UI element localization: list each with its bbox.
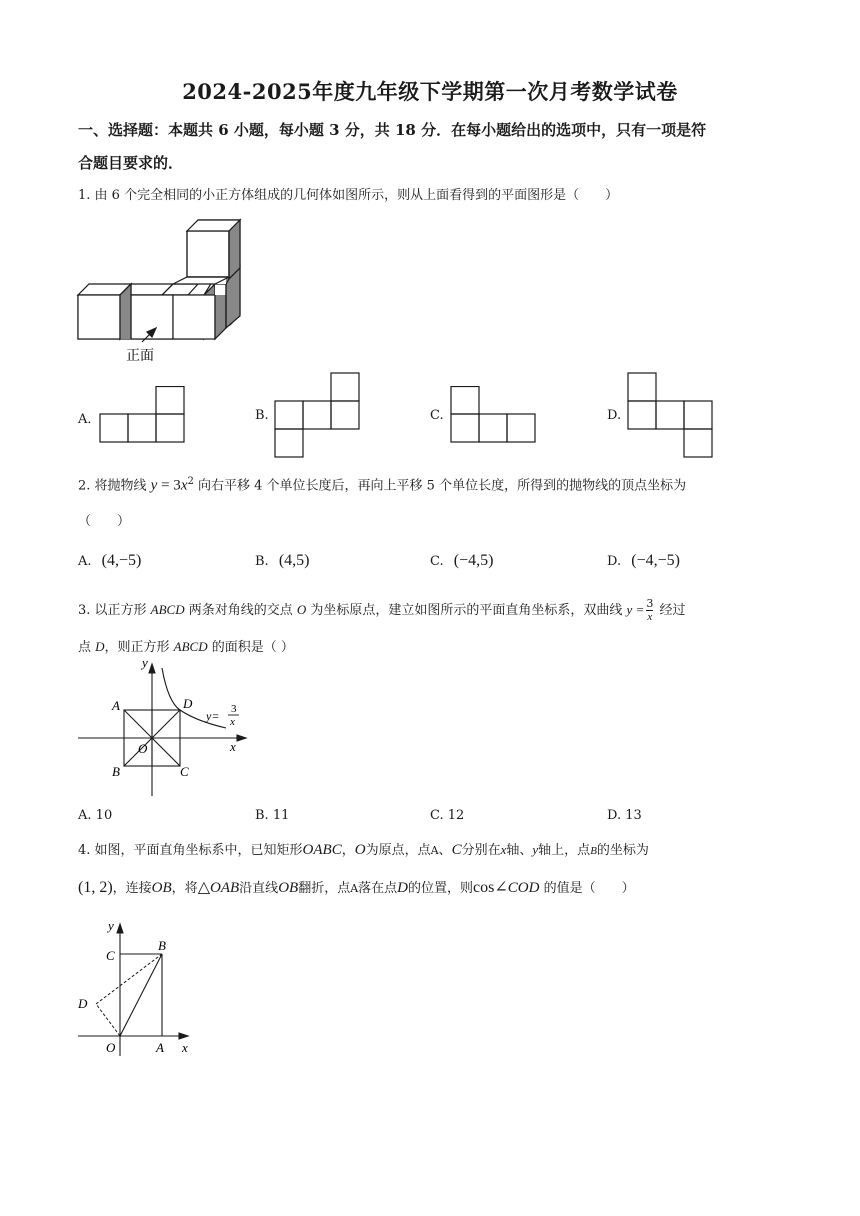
svg-text:B: B bbox=[158, 938, 166, 953]
q1-option-b-label[interactable]: B. bbox=[255, 408, 269, 423]
question-4-text: 4. 如图，平面直角坐标系中，已知矩形OABC，O为原点，点A、C分别在x轴、y轴上，点B的坐标为 bbox=[78, 842, 649, 858]
q2-option-c[interactable]: C. (−4,5) bbox=[430, 552, 494, 569]
question-3-line2: 点 D，则正方形 ABCD 的面积是（ ） bbox=[78, 639, 294, 655]
q1-option-c-figure[interactable] bbox=[450, 386, 538, 444]
q4-coordinate-figure bbox=[74, 918, 198, 1060]
question-1-text: 1. 由 6 个完全相同的小正方体组成的几何体如图所示，则从上面看得到的平面图形是（ ） bbox=[78, 188, 619, 203]
question-2-text: 2. 将抛物线 $y = 3x^2$ 向右平移 4 个单位长度后，再向上平移 5 个单位长度，所得到的抛物线的顶点坐标为 bbox=[78, 476, 687, 494]
q3-coordinate-figure bbox=[76, 658, 256, 800]
svg-text:x: x bbox=[182, 1040, 188, 1055]
front-label: 正面 bbox=[126, 349, 154, 364]
svg-text:y: y bbox=[142, 658, 148, 670]
svg-text:O: O bbox=[106, 1040, 116, 1055]
q3-fraction: $\frac{3}{x}$ bbox=[646, 597, 654, 623]
q2-option-b[interactable]: B. (4,5) bbox=[255, 552, 310, 569]
svg-text:y: y bbox=[108, 918, 114, 933]
q1-option-b-figure[interactable] bbox=[274, 372, 362, 458]
svg-text:A: A bbox=[112, 698, 120, 713]
svg-text:y=: y= bbox=[206, 709, 220, 723]
q3-option-a[interactable]: A. 10 bbox=[78, 808, 113, 823]
svg-text:D: D bbox=[183, 696, 193, 711]
q1-solid-figure bbox=[74, 214, 254, 366]
page-title: 2024-2025年度九年级下学期第一次月考数学试卷 bbox=[182, 79, 678, 104]
q3-option-c[interactable]: C. 12 bbox=[430, 808, 465, 823]
q2-option-d[interactable]: D. (−4,−5) bbox=[607, 552, 680, 569]
q2-option-a[interactable]: A. (4,−5) bbox=[78, 552, 142, 569]
svg-text:C: C bbox=[106, 948, 115, 963]
q3-option-b[interactable]: B. 11 bbox=[255, 808, 290, 823]
q1-option-d-label[interactable]: D. bbox=[607, 408, 622, 423]
svg-text:x: x bbox=[230, 716, 235, 728]
section-header-line2: 合题目要求的． bbox=[78, 154, 184, 172]
svg-text:D: D bbox=[78, 996, 88, 1011]
svg-text:3: 3 bbox=[231, 703, 237, 715]
svg-text:O: O bbox=[138, 741, 148, 756]
question-3-text: 3. 以正方形 ABCD 两条对角线的交点 O 为坐标原点，建立如图所示的平面直角坐标系，双曲线 y = $\frac{3}{x}$ 经过 bbox=[78, 597, 686, 623]
q3-option-d[interactable]: D. 13 bbox=[607, 808, 642, 823]
svg-text:B: B bbox=[112, 764, 120, 779]
question-2-line2: （ ） bbox=[78, 514, 131, 529]
svg-text:A: A bbox=[156, 1040, 164, 1055]
q1-option-a-label[interactable]: A． bbox=[78, 412, 101, 427]
q1-option-c-label[interactable]: C. bbox=[430, 408, 444, 423]
svg-text:C: C bbox=[180, 764, 189, 779]
section-header-line1: 一、选择题：本题共 6 小题，每小题 3 分，共 18 分．在每小题给出的选项中，只有一项是符 bbox=[78, 121, 707, 139]
section-header bbox=[78, 114, 798, 180]
svg-text:x: x bbox=[230, 739, 236, 754]
question-4-line2: (1, 2)，连接OB，将△OAB沿直线OB翻折，点A落在点D的位置，则cos∠COD 的值是（ ） bbox=[78, 879, 635, 896]
q1-option-a-figure[interactable] bbox=[99, 386, 187, 444]
q1-option-d-figure[interactable] bbox=[627, 372, 715, 458]
